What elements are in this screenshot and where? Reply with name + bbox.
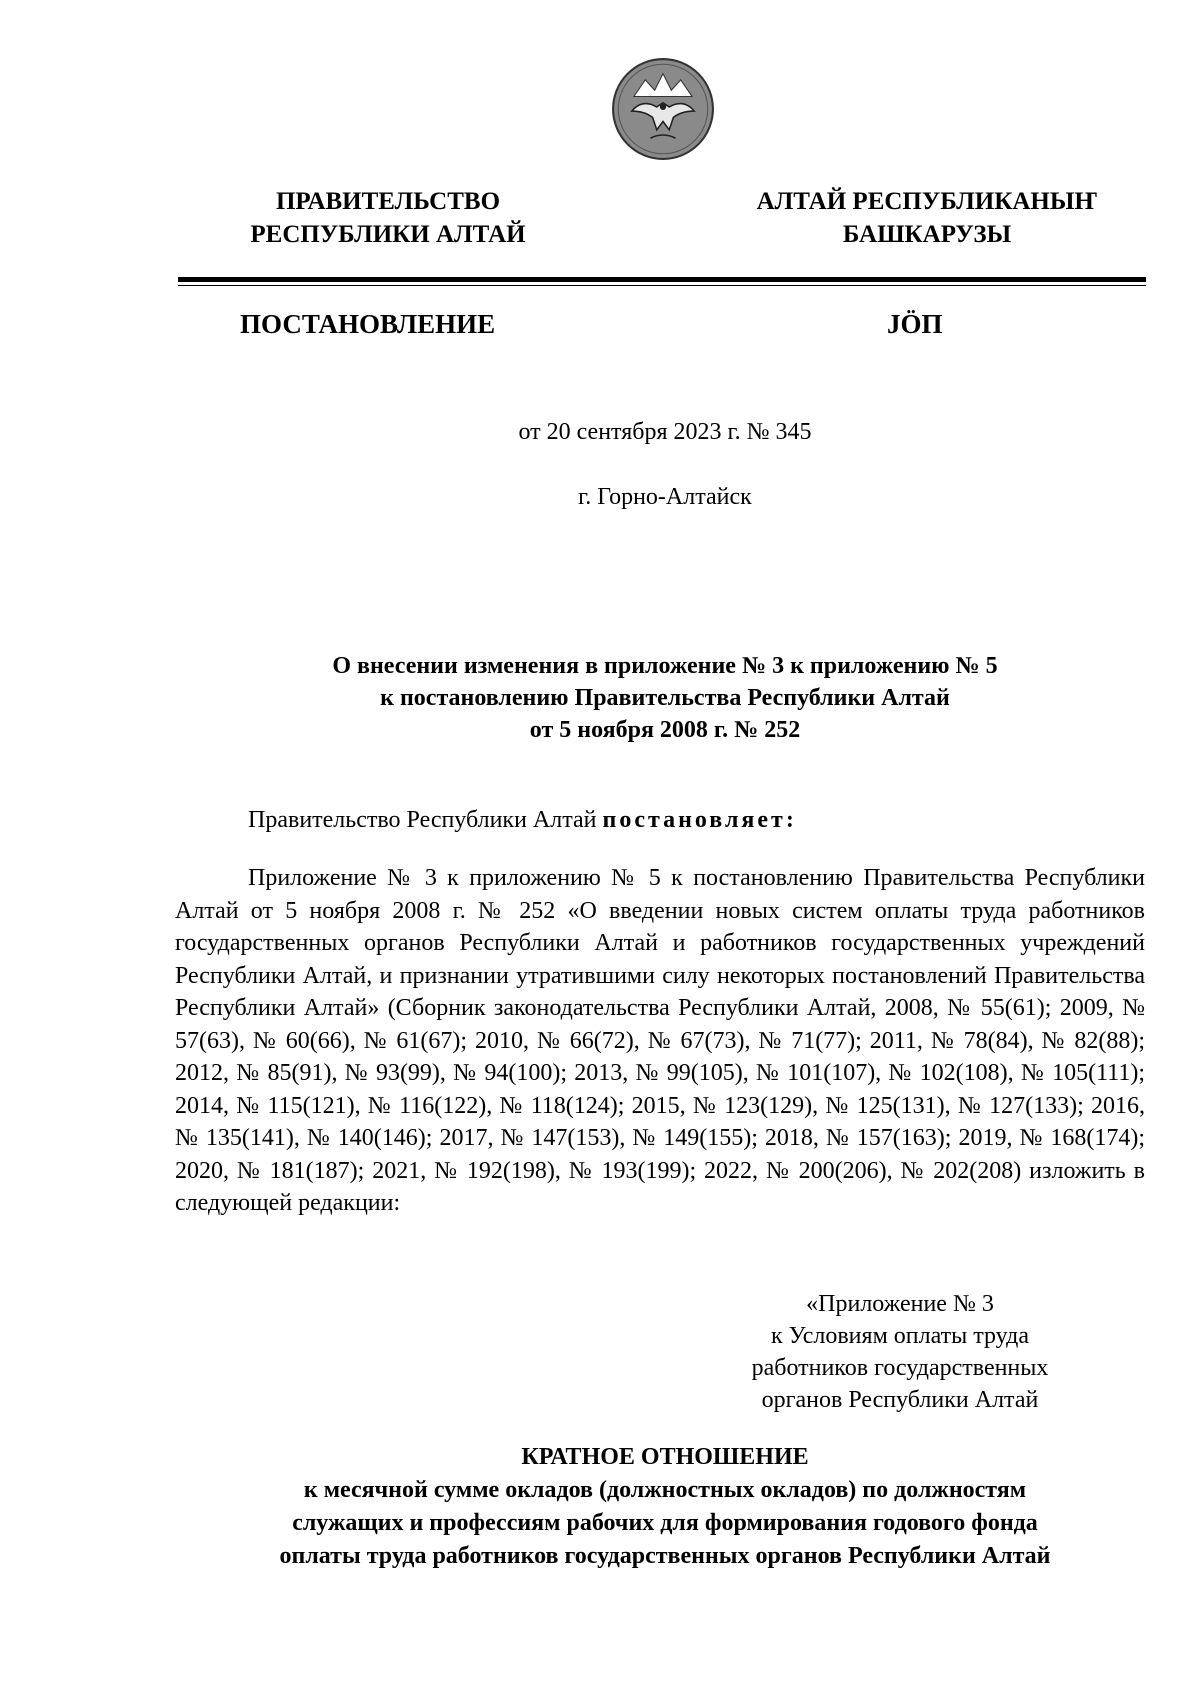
decree-verb: постановляет: — [602, 807, 797, 833]
appendix-line1: «Приложение № 3 — [806, 1291, 994, 1317]
ratio-heading — [160, 1441, 1170, 1573]
ratio-heading-line2: к месячной сумме окладов (должностных окладов) по должностям — [303, 1477, 1027, 1503]
ratio-heading-line1: КРАТНОЕ ОТНОШЕНИЕ — [521, 1444, 809, 1470]
appendix-heading — [700, 1288, 1100, 1416]
ratio-heading-line3: служащих и профессиям рабочих для формирования годового фонда — [292, 1510, 1038, 1536]
body-paragraph: Приложение № 3 к приложению № 5 к постановлению Правительства Республики Алтай от 5 ноября 2008 г. № 252 «О введении новых систем оплаты труда работников государственных органов Республики Алтай и работников государственных учреждений Республики Алтай, и признании утратившими силу некоторых постановлений Правительства Республики Алтай» (Сборник законодательства Республики Алтай, 2008, № 55(61); 2009, № 57(63), № 60(66), № 61(67); 2010, № 66(72), № 67(73), № 71(77); 2011, № 78(84), № 82(88); 2012, № 85(91), № 93(99), № 94(100); 2013, № 99(105), № 101(107), № 102(108), № 105(111); 2014, № 115(121), № 116(122), № 118(124); 2015, № 123(129), № 125(131), № 127(133); 2016, № 135(141), № 140(146); 2017, № 147(153), № 149(155); 2018, № 157(163); 2019, № 168(174); 2020, № 181(187); 2021, № 192(198), № 193(199); 2022, № 200(206), № 202(208) изложить в следующей редакции: — [175, 865, 1145, 1216]
government-name-ru — [218, 185, 558, 251]
appendix-line2: к Условиям оплаты труда — [770, 1323, 1030, 1349]
doc-type-alt: JÖП — [887, 309, 943, 339]
document-title-line1: О внесении изменения в приложение № 3 к приложению № 5 — [332, 653, 998, 679]
government-name-ru-line2: РЕСПУБЛИКИ АЛТАЙ — [250, 221, 526, 248]
decree-line — [248, 805, 797, 835]
coat-of-arms-icon — [611, 57, 715, 161]
document-city: г. Горно-Алтайск — [578, 484, 752, 510]
document-title-line3: от 5 ноября 2008 г. № 252 — [529, 717, 801, 743]
government-name-alt-line2: БАШКАРУЗЫ — [842, 221, 1012, 248]
header-divider-thin — [178, 285, 1146, 286]
government-name-ru-line1: ПРАВИТЕЛЬСТВО — [275, 188, 501, 215]
decree-prefix: Правительство Республики Алтай — [248, 807, 603, 833]
ratio-heading-line4: оплаты труда работников государственных органов Республики Алтай — [279, 1543, 1051, 1569]
appendix-line4: органов Республики Алтай — [761, 1387, 1039, 1413]
header-divider-thick — [178, 277, 1146, 282]
document-date-number: от 20 сентября 2023 г. № 345 — [518, 419, 812, 445]
appendix-line3: работников государственных — [751, 1355, 1049, 1381]
government-name-alt — [732, 185, 1122, 251]
government-name-alt-line1: АЛТАЙ РЕСПУБЛИКАНЫҤ — [756, 188, 1098, 215]
doc-type-ru: ПОСТАНОВЛЕНИЕ — [240, 309, 496, 339]
document-title-line2: к постановлению Правительства Республики Алтай — [380, 685, 950, 711]
document-title — [240, 650, 1090, 746]
